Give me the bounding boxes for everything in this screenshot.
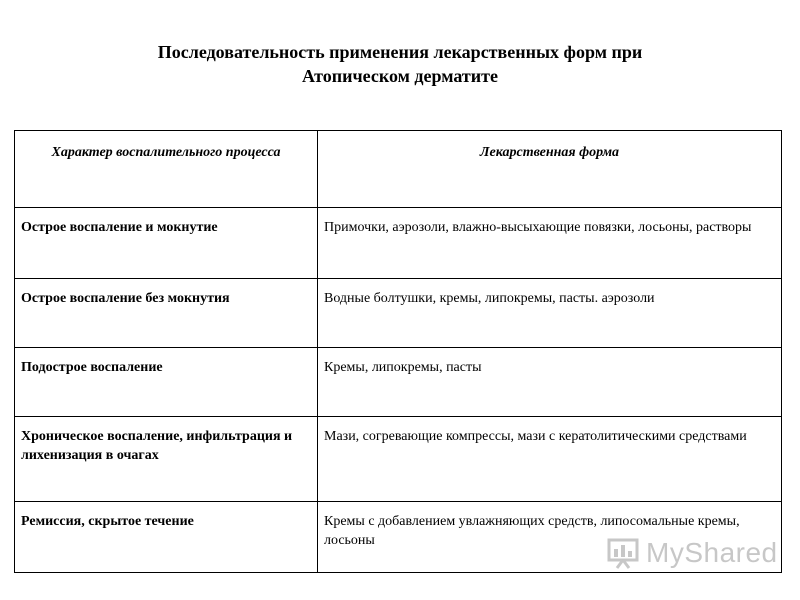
process-cell: Острое воспаление и мокнутие bbox=[15, 208, 318, 279]
form-cell: Кремы, липокремы, пасты bbox=[318, 348, 782, 417]
watermark bbox=[606, 536, 778, 570]
process-cell: Ремиссия, скрытое течение bbox=[15, 502, 318, 573]
column-header-form: Лекарственная форма bbox=[318, 131, 782, 208]
title-line-2: Атопическом дерматите bbox=[302, 66, 498, 86]
dosage-form-table bbox=[14, 130, 782, 573]
process-cell: Острое воспаление без мокнутия bbox=[15, 279, 318, 348]
column-header-process: Характер воспалительного процесса bbox=[15, 131, 318, 208]
form-cell: Водные болтушки, кремы, липокремы, пасты. аэрозоли bbox=[318, 279, 782, 348]
table-row bbox=[15, 208, 782, 279]
form-cell: Примочки, аэрозоли, влажно-высыхающие повязки, лосьоны, растворы bbox=[318, 208, 782, 279]
table-row bbox=[15, 279, 782, 348]
process-cell: Хроническое воспаление, инфильтрация и лихенизация в очагах bbox=[15, 417, 318, 502]
process-cell: Подострое воспаление bbox=[15, 348, 318, 417]
table-row bbox=[15, 348, 782, 417]
watermark-text: MyShared bbox=[646, 537, 778, 568]
form-cell: Кремы с добавлением увлажняющих средств, липосомальные кремы, лосьоны bbox=[318, 502, 782, 573]
title-line-1: Последовательность применения лекарственных форм при bbox=[157, 42, 643, 62]
table-row bbox=[15, 417, 782, 502]
form-cell: Мази, согревающие компрессы, мази с кератолитическими средствами bbox=[318, 417, 782, 502]
presentation-chart-icon bbox=[606, 536, 640, 570]
page-title bbox=[0, 40, 800, 88]
table-header-row bbox=[15, 131, 782, 208]
